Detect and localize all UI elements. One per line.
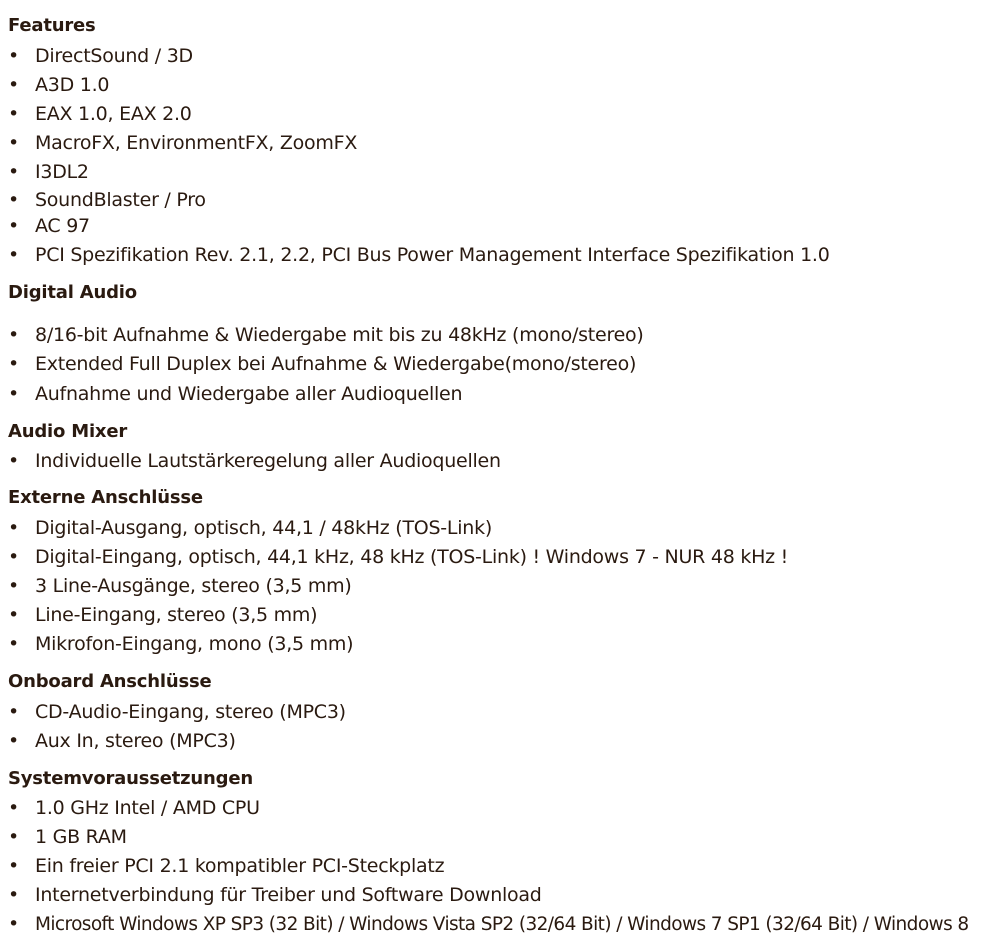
list-item-text: SoundBlaster / Pro: [35, 189, 206, 211]
bullet-icon: •: [8, 826, 19, 848]
bullet-icon: •: [8, 74, 19, 96]
list-item: [8, 44, 193, 68]
list-item: [8, 243, 830, 267]
list-item-text: MacroFX, EnvironmentFX, ZoomFX: [35, 132, 358, 154]
bullet-icon: •: [8, 884, 19, 906]
list-item: [8, 131, 357, 155]
bullet-icon: •: [8, 517, 19, 539]
section-title-audio-mixer: Audio Mixer: [8, 421, 128, 442]
list-item-text: Digital-Ausgang, optisch, 44,1 / 48kHz (TOS-Link): [35, 517, 492, 539]
bullet-icon: •: [8, 244, 19, 266]
list-item: [8, 352, 636, 376]
bullet-icon: •: [8, 604, 19, 626]
bullet-icon: •: [8, 383, 19, 405]
list-item: [8, 729, 236, 753]
list-item-text: AC 97: [35, 215, 90, 237]
list-item-text: A3D 1.0: [35, 74, 110, 96]
list-item-text: 1.0 GHz Intel / AMD CPU: [35, 797, 260, 819]
list-item: [8, 102, 192, 126]
list-item: [8, 73, 109, 97]
bullet-icon: •: [8, 132, 19, 154]
list-item-text: Internetverbindung für Treiber und Software Download: [35, 884, 542, 906]
list-item-text: Line-Eingang, stereo (3,5 mm): [35, 604, 318, 626]
list-item: [8, 854, 444, 878]
list-item-text: Ein freier PCI 2.1 kompatibler PCI-Steckplatz: [35, 855, 445, 877]
bullet-icon: •: [8, 450, 19, 472]
list-item: [8, 214, 90, 238]
list-item-text: DirectSound / 3D: [35, 45, 193, 67]
section-title-onboard-anschluesse: Onboard Anschlüsse: [8, 671, 212, 692]
bullet-icon: •: [8, 730, 19, 752]
bullet-icon: •: [8, 103, 19, 125]
list-item: [8, 188, 206, 212]
bullet-icon: •: [8, 633, 19, 655]
list-item-text: 8/16-bit Aufnahme & Wiedergabe mit bis zu 48kHz (mono/stereo): [35, 324, 644, 346]
list-item-text: 3 Line-Ausgänge, stereo (3,5 mm): [35, 575, 352, 597]
list-item-text: 1 GB RAM: [35, 826, 127, 848]
list-item-text: Extended Full Duplex bei Aufnahme & Wiedergabe(mono/stereo): [35, 353, 637, 375]
list-item: [8, 632, 353, 656]
list-item-text: Mikrofon-Eingang, mono (3,5 mm): [35, 633, 354, 655]
list-item-text: PCI Spezifikation Rev. 2.1, 2.2, PCI Bus Power Management Interface Spezifikation 1.0: [35, 244, 830, 266]
bullet-icon: •: [8, 45, 19, 67]
list-item: [8, 449, 501, 473]
section-title-digital-audio: Digital Audio: [8, 282, 137, 303]
list-item: [8, 603, 317, 627]
bullet-icon: •: [8, 161, 19, 183]
list-item: [8, 574, 352, 598]
list-item-text: CD-Audio-Eingang, stereo (MPC3): [35, 701, 346, 723]
list-item: [8, 160, 89, 184]
bullet-icon: •: [8, 575, 19, 597]
list-item: [8, 516, 492, 540]
list-item: [8, 883, 542, 907]
section-title-externe-anschluesse: Externe Anschlüsse: [8, 487, 203, 508]
list-item: [8, 382, 462, 406]
bullet-icon: •: [8, 701, 19, 723]
list-item: [8, 323, 644, 347]
section-title-features: Features: [8, 15, 96, 36]
section-title-systemvoraussetzungen: Systemvoraussetzungen: [8, 768, 253, 789]
bullet-icon: •: [8, 797, 19, 819]
list-item: [8, 700, 346, 724]
bullet-icon: •: [8, 855, 19, 877]
list-item: [8, 825, 127, 849]
bullet-icon: •: [8, 353, 19, 375]
list-item: [8, 796, 260, 820]
list-item-text: EAX 1.0, EAX 2.0: [35, 103, 192, 125]
list-item-text: Aufnahme und Wiedergabe aller Audioquellen: [35, 383, 463, 405]
bullet-icon: •: [8, 324, 19, 346]
list-item-text: Individuelle Lautstärkeregelung aller Audioquellen: [35, 450, 501, 472]
list-item-text: Digital-Eingang, optisch, 44,1 kHz, 48 kHz (TOS-Link) ! Windows 7 - NUR 48 kHz !: [35, 546, 789, 568]
list-item-text: Microsoft Windows XP SP3 (32 Bit) / Windows Vista SP2 (32/64 Bit) / Windows 7 SP1 (32/64 Bit) / Windows 8: [35, 914, 969, 935]
list-item-text: I3DL2: [35, 161, 89, 183]
bullet-icon: •: [8, 189, 19, 211]
bullet-icon: •: [8, 913, 19, 935]
bullet-icon: •: [8, 215, 19, 237]
bullet-icon: •: [8, 546, 19, 568]
list-item: [8, 912, 969, 937]
list-item-text: Aux In, stereo (MPC3): [35, 730, 236, 752]
list-item: [8, 545, 788, 569]
